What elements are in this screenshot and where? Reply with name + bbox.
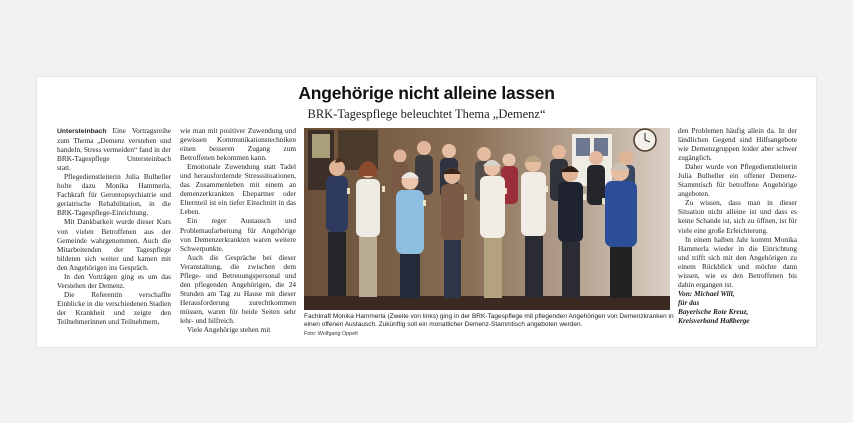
- column1-lead-paragraph: [57, 126, 171, 172]
- text-column-1: [57, 126, 171, 326]
- body-paragraph: Pflegedienstleiterin Julia Bulheller holte dazu Monika Hammerla, Fachkraft für Gerontopsychiatrie und geriatrische Rehabilitation, in die BRK-Tagespflege-Einrichtung.: [57, 172, 171, 218]
- body-paragraph: wie man mit positiver Zuwendung und gewissen Kommunikationstechniken einen besseren Zugang zum Betroffenen bekommen kann.: [180, 126, 296, 163]
- subheadline: BRK-Tagespflege beleuchtet Thema „Demenz“: [307, 107, 546, 121]
- signoff-line: für das: [678, 297, 700, 307]
- body-paragraph: In einem halben Jahr kommt Monika Hammerla wieder in die Einrichtung und trifft sich mit den Angehörigen zu einem Rückblick und möchte dann wissen, wie es den Betroffenen bis dahin ergangen ist.: [678, 234, 797, 289]
- column3-lead-paragraph: den Problemen häufig allein da. In der ländlichen Gegend sind Hilfsangebote wie Demenzgruppen leider aber schwer zugänglich.: [678, 126, 797, 163]
- group-photo: [304, 128, 670, 310]
- body-paragraph: Zu wissen, dass man in dieser Situation nicht alleine ist und dass es keine Schande ist, sich zu öffnen, ist für viele eine große Erleichterung.: [678, 198, 797, 235]
- author-signoff: [678, 289, 797, 325]
- body-paragraph: Auch die Gespräche bei dieser Veranstaltung, die zwischen dem Pflege- und Betreuungspersonal und den pflegenden Angehörigen, die 24 Stunden am Tag zu Hause mit dieser Herausforderung zurechtkommen müssen, waren für beide Seiten sehr lehr- und hilfreich.: [180, 252, 296, 325]
- signoff-line: Bayerische Rote Kreuz,: [678, 306, 749, 316]
- group-photo-illustration: [304, 128, 670, 310]
- body-paragraph: In den Vorträgen ging es um das Verstehen der Demenz.: [57, 271, 171, 290]
- body-paragraph: Viele Angehörige stehen mit: [187, 325, 271, 335]
- column1-lead-text: Eine Vortragsreihe zum Thema „Demenz verstehen und handeln, Stress vermeiden“ fand in der BRK-Tagespflege Untersteinbach statt.: [57, 126, 171, 173]
- body-paragraph: Emotionale Zuwendung statt Tadel und herausfordernde Stresssituationen, das Zusammenleben mit einem an demenzerkrankten Ehepartner oder Elternteil ist ein tiefer Einschnitt in das Leben.: [180, 162, 296, 217]
- headline: Angehörige nicht alleine lassen: [298, 83, 555, 103]
- newspaper-clipping: [37, 77, 816, 347]
- body-paragraph: Die Referentin verschaffte Einblicke in die verschiedenen Stadien der Krankheit und zeigte den Teilnehmerinnen und Teilnehmern,: [57, 289, 171, 326]
- dateline: Untersteinbach: [57, 128, 107, 135]
- photo-credit: Foto: Wolfgang Oppelt: [304, 331, 358, 337]
- photo-caption: Fachkraft Monika Hammerla (Zweite von links) ging in der BRK-Tagespflege mit pflegenden Angehörigen von Demenzkranken in einen offenen Austausch. Zukünftig soll ein monatlicher Demenz-Stammtisch angeboten werden.: [304, 313, 674, 329]
- text-column-2: [180, 126, 296, 334]
- body-paragraph: Ein reger Austausch und Problemaufarbeitung für Angehörige von Demenzerkrankten waren weitere Schwerpunkte.: [180, 216, 296, 253]
- signoff-line: Kreisverband Haßberge: [678, 315, 750, 325]
- body-paragraph: Daher wurde von Pflegedienstleiterin Julia Bulheller ein offener Demenz-Stammtisch für betroffene Angehörige angeboten.: [678, 162, 797, 199]
- body-paragraph: Mit Dankbarkeit wurde dieser Kurs von vielen Betroffenen aus der Gemeinde wahrgenommen. Auch die Mitarbeitenden der Tagespflege bildeten sich weiter und kamen mit den Angehörigen ins Gespräch.: [57, 217, 171, 272]
- signoff-line: Von: Michael Will,: [678, 288, 735, 298]
- text-column-3: [678, 126, 797, 325]
